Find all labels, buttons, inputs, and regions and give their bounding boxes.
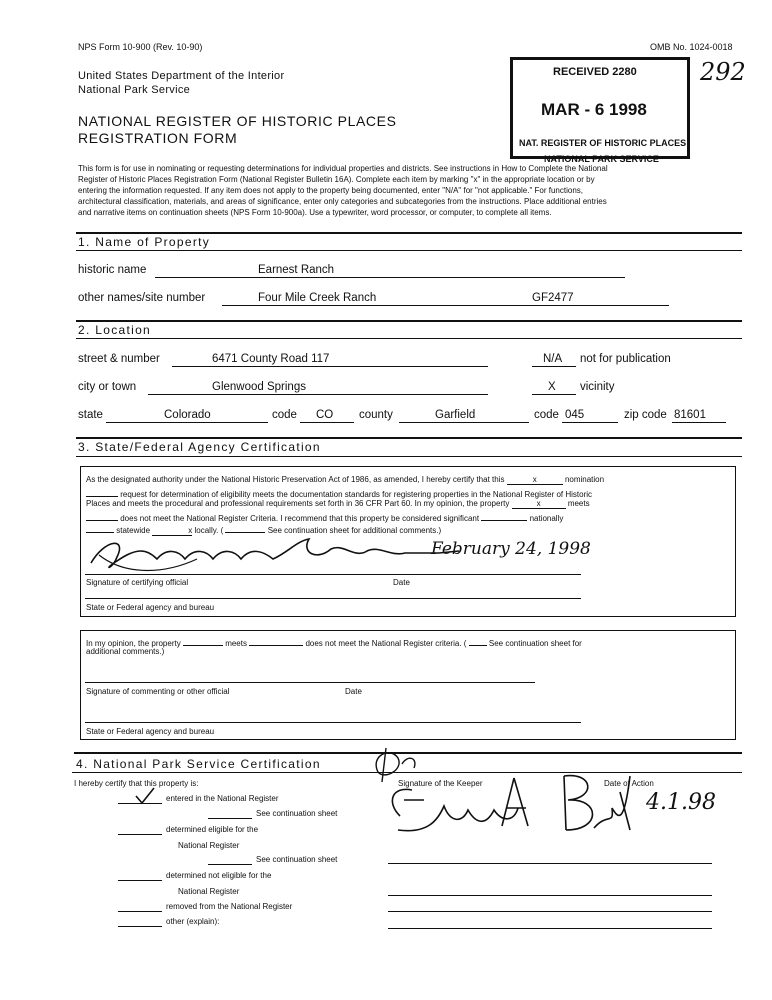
not-pub-label: not for publication (580, 353, 671, 365)
instruction-line: architectural classification, materials, and areas of significance, enter only categories and subcategories from the instructions. Place additional entries (78, 197, 607, 206)
divider (76, 338, 742, 339)
signature-line (85, 574, 581, 575)
county-line (399, 422, 529, 423)
divider (76, 456, 742, 457)
city-line (148, 394, 488, 395)
vicinity-field[interactable]: X (548, 381, 556, 393)
option-not-eligible-line2: National Register (178, 887, 240, 896)
section4-heading: 4. National Park Service Certification (76, 757, 321, 771)
comment-agency-label: State or Federal agency and bureau (86, 727, 215, 736)
form-title-line2: REGISTRATION FORM (78, 130, 238, 146)
does-not-meet-mark[interactable] (86, 511, 118, 521)
street-line (172, 366, 488, 367)
signature-line (85, 682, 535, 683)
county-code-label: code (534, 409, 559, 421)
opinion-continuation-mark[interactable] (469, 636, 487, 646)
omb-number: OMB No. 1024-0018 (650, 42, 733, 52)
signature-line (388, 928, 712, 929)
agency-line (85, 722, 581, 723)
cert-text: request for determination of eligibility meets the documentation standards for registering properties in the National Register of Historic (86, 487, 592, 499)
signature-line (388, 895, 712, 896)
received-stamp (510, 57, 690, 159)
county-label: county (359, 409, 393, 421)
city-label: city or town (78, 381, 137, 393)
county-code-field[interactable]: 045 (565, 409, 585, 421)
stamp-received: RECEIVED 2280 (553, 66, 637, 78)
section3-heading: 3. State/Federal Agency Certification (78, 440, 321, 454)
cert-text: As the designated authority under the National Historic Preservation Act of 1986, as amended, I hereby certify that this x nomination (86, 475, 605, 484)
zip-line (672, 422, 726, 423)
certify-label: I hereby certify that this property is: (74, 779, 199, 788)
not-pub-field[interactable]: N/A (543, 353, 563, 365)
vicinity-label: vicinity (580, 381, 615, 393)
statewide-mark[interactable] (86, 523, 114, 533)
instruction-line: and narrative items on continuation sheets (NPS Form 10-900a). Use a typewriter, word processor, or computer, to complete all items. (78, 208, 552, 217)
stamp-date: MAR - 6 1998 (541, 100, 647, 119)
option-eligible: determined eligible for the (166, 825, 259, 834)
form-number: NPS Form 10-900 (Rev. 10-90) (78, 42, 203, 52)
checkmark-icon (134, 786, 156, 806)
option-continuation: See continuation sheet (256, 809, 338, 818)
county-code-line (562, 422, 618, 423)
option-continuation: See continuation sheet (256, 855, 338, 864)
city-field[interactable]: Glenwood Springs (212, 381, 306, 393)
meets-mark[interactable]: x (512, 499, 566, 509)
instruction-line: This form is for use in nominating or requesting determinations for individual properties and districts. See instructions in How to Complete the National (78, 164, 608, 173)
option-eligible-line2: National Register (178, 841, 240, 850)
locally-mark[interactable]: x (152, 526, 192, 536)
commenting-official-box (80, 630, 736, 740)
not-pub-line (532, 366, 576, 367)
state-label: state (78, 409, 103, 421)
signature-line (388, 911, 712, 912)
section1-heading: 1. Name of Property (78, 235, 211, 249)
state-code-field[interactable]: CO (316, 409, 334, 421)
divider (76, 437, 742, 439)
zip-label: zip code (624, 409, 667, 421)
historic-name-field[interactable]: Earnest Ranch (258, 264, 335, 276)
site-number-field[interactable]: GF2477 (532, 292, 574, 304)
comment-signature-label: Signature of commenting or other official (86, 687, 230, 696)
comment-date-label: Date (345, 687, 362, 696)
vicinity-line (532, 394, 576, 395)
continuation-checkbox-line[interactable] (208, 818, 252, 819)
handwritten-date: February 24, 1998 (431, 539, 591, 559)
continuation-mark[interactable] (225, 523, 265, 533)
option-removed: removed from the National Register (166, 902, 293, 911)
form-title-line1: NATIONAL REGISTER OF HISTORIC PLACES (78, 113, 397, 129)
other-checkbox-line[interactable] (118, 926, 162, 927)
historic-name-line (155, 277, 625, 278)
divider (76, 232, 742, 234)
signature-label: Signature of certifying official (86, 578, 189, 587)
agency-line2: National Park Service (78, 84, 191, 96)
keeper-signature (368, 742, 638, 842)
agency-line1: United States Department of the Interior (78, 70, 285, 82)
nationally-mark[interactable] (481, 511, 527, 521)
action-date-label: Date of Action (604, 779, 654, 788)
other-names-line (222, 305, 669, 306)
county-field[interactable]: Garfield (435, 409, 476, 421)
cert-text: does not meet the National Register Criteria. I recommend that this property be considered significant nationally (86, 511, 563, 523)
stamp-park-service: NATIONAL PARK SERVICE (544, 154, 659, 164)
other-names-label: other names/site number (78, 292, 206, 304)
option-not-eligible: determined not eligible for the (166, 871, 272, 880)
nomination-mark[interactable]: x (507, 475, 563, 485)
street-label: street & number (78, 353, 160, 365)
opinion-not-meet-mark[interactable] (249, 636, 303, 646)
state-code-line (300, 422, 354, 423)
state-certification-box (80, 466, 736, 617)
determination-mark[interactable] (86, 487, 118, 497)
other-names-field[interactable]: Four Mile Creek Ranch (258, 292, 377, 304)
cert-text: Places and meets the procedural and professional requirements set forth in 36 CFR Part 60. In my opinion, the property x meets (86, 499, 590, 508)
agency-label: State or Federal agency and bureau (86, 603, 215, 612)
divider (76, 250, 742, 251)
keeper-date: 4.1.98 (646, 790, 716, 815)
instruction-line: Register of Historic Places Registration Form (National Register Bulletin 16A). Complete each item by marking "x" in the appropriate location or by (78, 175, 595, 184)
street-field[interactable]: 6471 County Road 117 (212, 353, 330, 365)
opinion-meets-mark[interactable] (183, 636, 223, 646)
date-label: Date (393, 578, 410, 587)
removed-checkbox-line[interactable] (118, 911, 162, 912)
not-eligible-checkbox-line[interactable] (118, 880, 162, 881)
instruction-line: entering the information requested. If any item does not apply to the property being documented, enter "N/A" for "not applicable." For functions, (78, 186, 583, 195)
agency-line (85, 598, 581, 599)
eligible-checkbox-line[interactable] (118, 834, 162, 835)
historic-name-label: historic name (78, 264, 147, 276)
option-entered: entered in the National Register (166, 794, 279, 803)
opinion-text: In my opinion, the property meets does not meet the National Register criteria. ( See continuation sheet for (86, 636, 582, 648)
state-code-label: code (272, 409, 297, 421)
signature-line (388, 863, 712, 864)
stamp-register: NAT. REGISTER OF HISTORIC PLACES (519, 138, 687, 148)
continuation-checkbox-line[interactable] (208, 864, 252, 865)
cert-text: statewide x locally. ( See continuation sheet for additional comments.) (86, 523, 441, 536)
keeper-label: Signature of the Keeper (398, 779, 483, 788)
opinion-text: additional comments.) (86, 647, 165, 656)
option-other: other (explain): (166, 917, 220, 926)
handwritten-reference: 292 (700, 58, 746, 86)
divider (76, 320, 742, 322)
zip-field[interactable]: 81601 (674, 409, 706, 421)
section2-heading: 2. Location (78, 323, 152, 337)
state-line (106, 422, 268, 423)
state-field[interactable]: Colorado (164, 409, 211, 421)
